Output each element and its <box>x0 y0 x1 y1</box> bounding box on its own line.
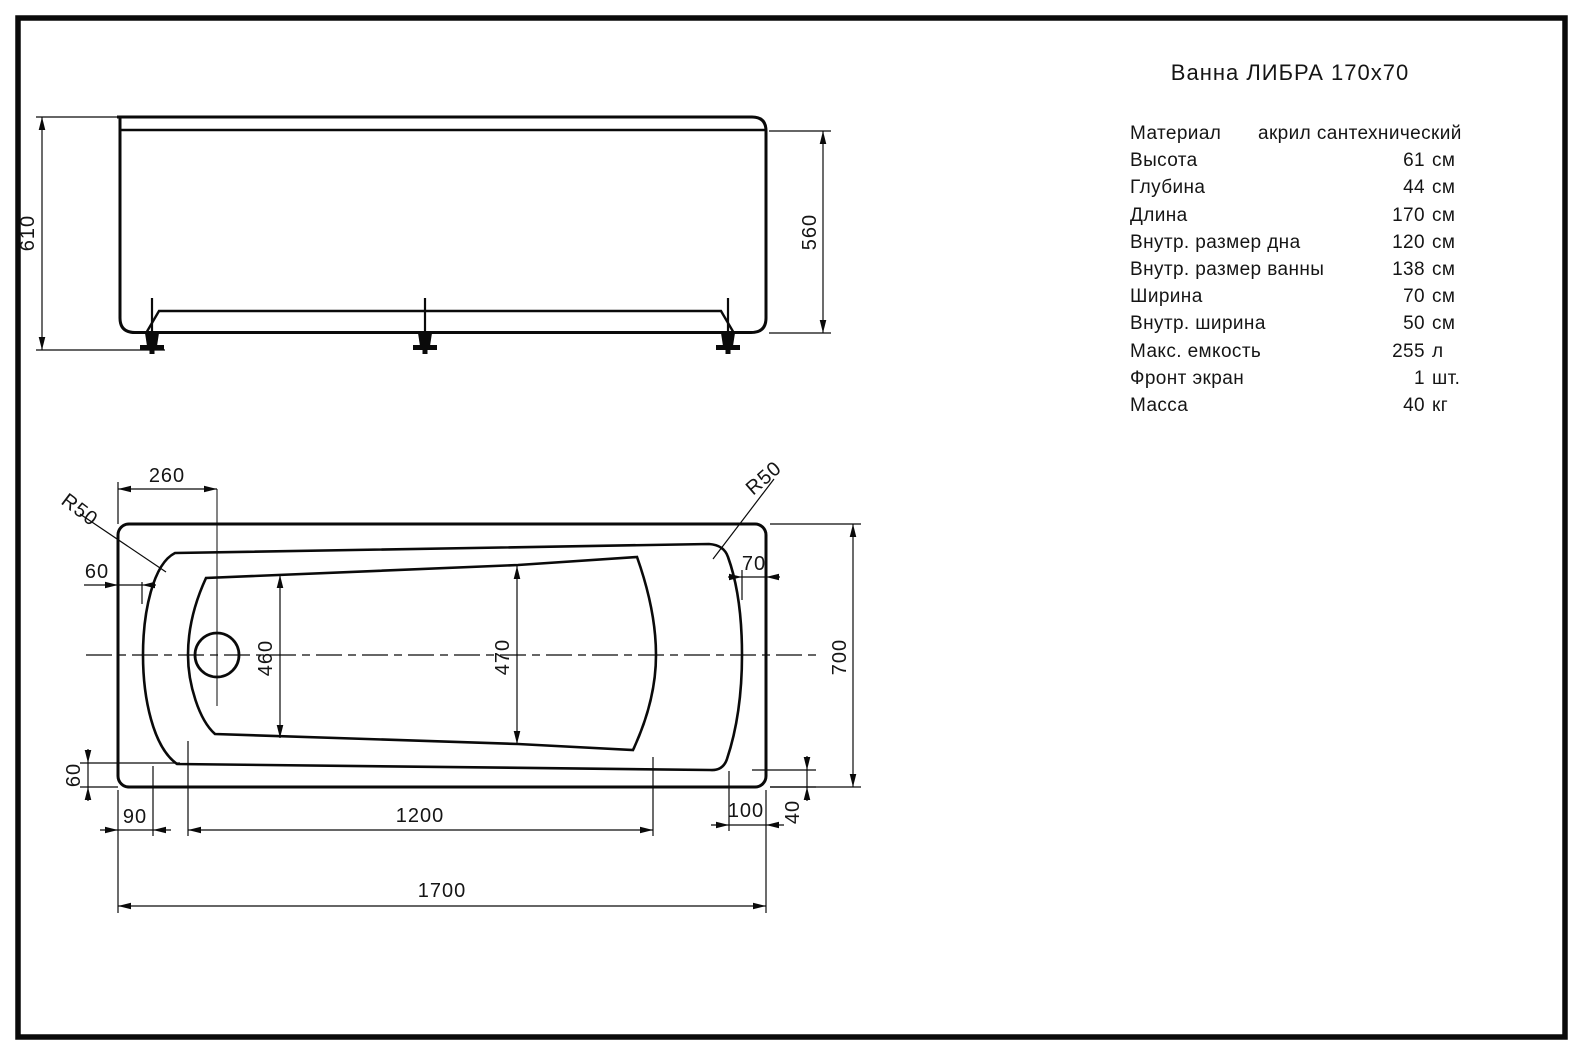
spec-row <box>1130 202 1486 229</box>
dim-label-470: 470 <box>492 638 514 676</box>
dim-label-40: 40 <box>782 799 804 825</box>
dim-label-700: 700 <box>829 638 851 676</box>
front-tub-outline <box>117 117 766 333</box>
dim-label-r50-right: R50 <box>741 457 787 500</box>
spec-label: Внутр. ширина <box>1130 313 1266 335</box>
dim-edge-offset-right <box>711 771 784 913</box>
dim-rim-gap-right <box>728 553 780 600</box>
spec-value: 50 <box>1403 313 1425 335</box>
spec-unit: шт. <box>1432 367 1461 389</box>
spec-label: Макс. емкость <box>1130 340 1262 362</box>
spec-label: Внутр. размер дна <box>1130 231 1301 253</box>
dim-label-90: 90 <box>122 806 148 828</box>
dim-label-70: 70 <box>741 553 767 575</box>
spec-unit: кг <box>1432 394 1449 416</box>
dim-rim-gap-bottom-left <box>63 749 180 801</box>
spec-unit: см <box>1432 286 1456 308</box>
foot-right <box>716 298 740 354</box>
spec-label: Масса <box>1130 394 1189 416</box>
spec-value: 138 <box>1392 258 1425 280</box>
spec-value: 40 <box>1403 394 1425 416</box>
spec-value: 170 <box>1392 204 1425 226</box>
dim-rim-gap-left <box>84 561 156 604</box>
spec-value: 70 <box>1403 286 1425 308</box>
dim-front-overall-height <box>17 117 165 350</box>
dim-label-60-bottom: 60 <box>63 762 85 788</box>
dim-radius-right <box>713 457 786 559</box>
spec-row <box>1130 147 1486 174</box>
spec-row <box>1130 229 1486 256</box>
spec-value: 1 <box>1414 367 1425 389</box>
foot-center <box>413 298 437 354</box>
spec-unit: см <box>1432 177 1456 199</box>
spec-label: Ширина <box>1130 286 1203 308</box>
plan-view <box>57 457 861 913</box>
spec-label: Фронт экран <box>1130 367 1245 389</box>
spec-unit: см <box>1432 258 1456 280</box>
dim-label-560: 560 <box>799 213 821 251</box>
spec-row <box>1130 365 1486 392</box>
dim-inner-width-head <box>255 575 280 738</box>
spec-value: 120 <box>1392 231 1425 253</box>
dim-label-r50-left: R50 <box>56 489 102 531</box>
spec-unit: см <box>1432 204 1456 226</box>
spec-value: 255 <box>1392 340 1425 362</box>
spec-row <box>1130 392 1486 419</box>
spec-label: Длина <box>1130 204 1188 226</box>
dim-radius-left <box>57 489 166 572</box>
spec-row <box>1130 174 1486 201</box>
dim-label-1200: 1200 <box>395 805 445 827</box>
front-view <box>17 117 831 354</box>
spec-unit: см <box>1432 313 1456 335</box>
spec-label: Внутр. размер ванны <box>1130 258 1325 280</box>
dim-inner-width-foot <box>492 566 517 744</box>
spec-unit: см <box>1432 231 1456 253</box>
drawing-title: Ванна ЛИБРА 170х70 <box>1170 60 1410 85</box>
dim-front-rim-height <box>769 131 831 333</box>
spec-value: 61 <box>1403 150 1425 172</box>
dim-label-460: 460 <box>255 639 277 677</box>
spec-table <box>1130 120 1486 419</box>
spec-row-material <box>1130 120 1486 147</box>
dim-label-610: 610 <box>17 214 39 252</box>
dim-drain-offset <box>118 465 217 524</box>
dim-plan-length <box>118 880 766 906</box>
dim-label-100: 100 <box>727 800 765 822</box>
spec-label: Материал <box>1130 123 1222 144</box>
spec-label: Глубина <box>1130 177 1206 199</box>
spec-unit: л <box>1432 340 1444 362</box>
dim-label-60-left: 60 <box>84 561 110 583</box>
spec-value: акрил сантехнический <box>1258 123 1462 144</box>
foot-left <box>140 298 164 354</box>
spec-row <box>1130 283 1486 310</box>
front-apron-line <box>147 311 733 332</box>
spec-row <box>1130 310 1486 337</box>
spec-label: Высота <box>1130 150 1198 172</box>
dim-label-1700: 1700 <box>417 880 467 902</box>
spec-value: 44 <box>1403 177 1425 199</box>
spec-row <box>1130 338 1486 365</box>
spec-row <box>1130 256 1486 283</box>
spec-unit: см <box>1432 150 1456 172</box>
dim-label-260: 260 <box>148 465 186 487</box>
